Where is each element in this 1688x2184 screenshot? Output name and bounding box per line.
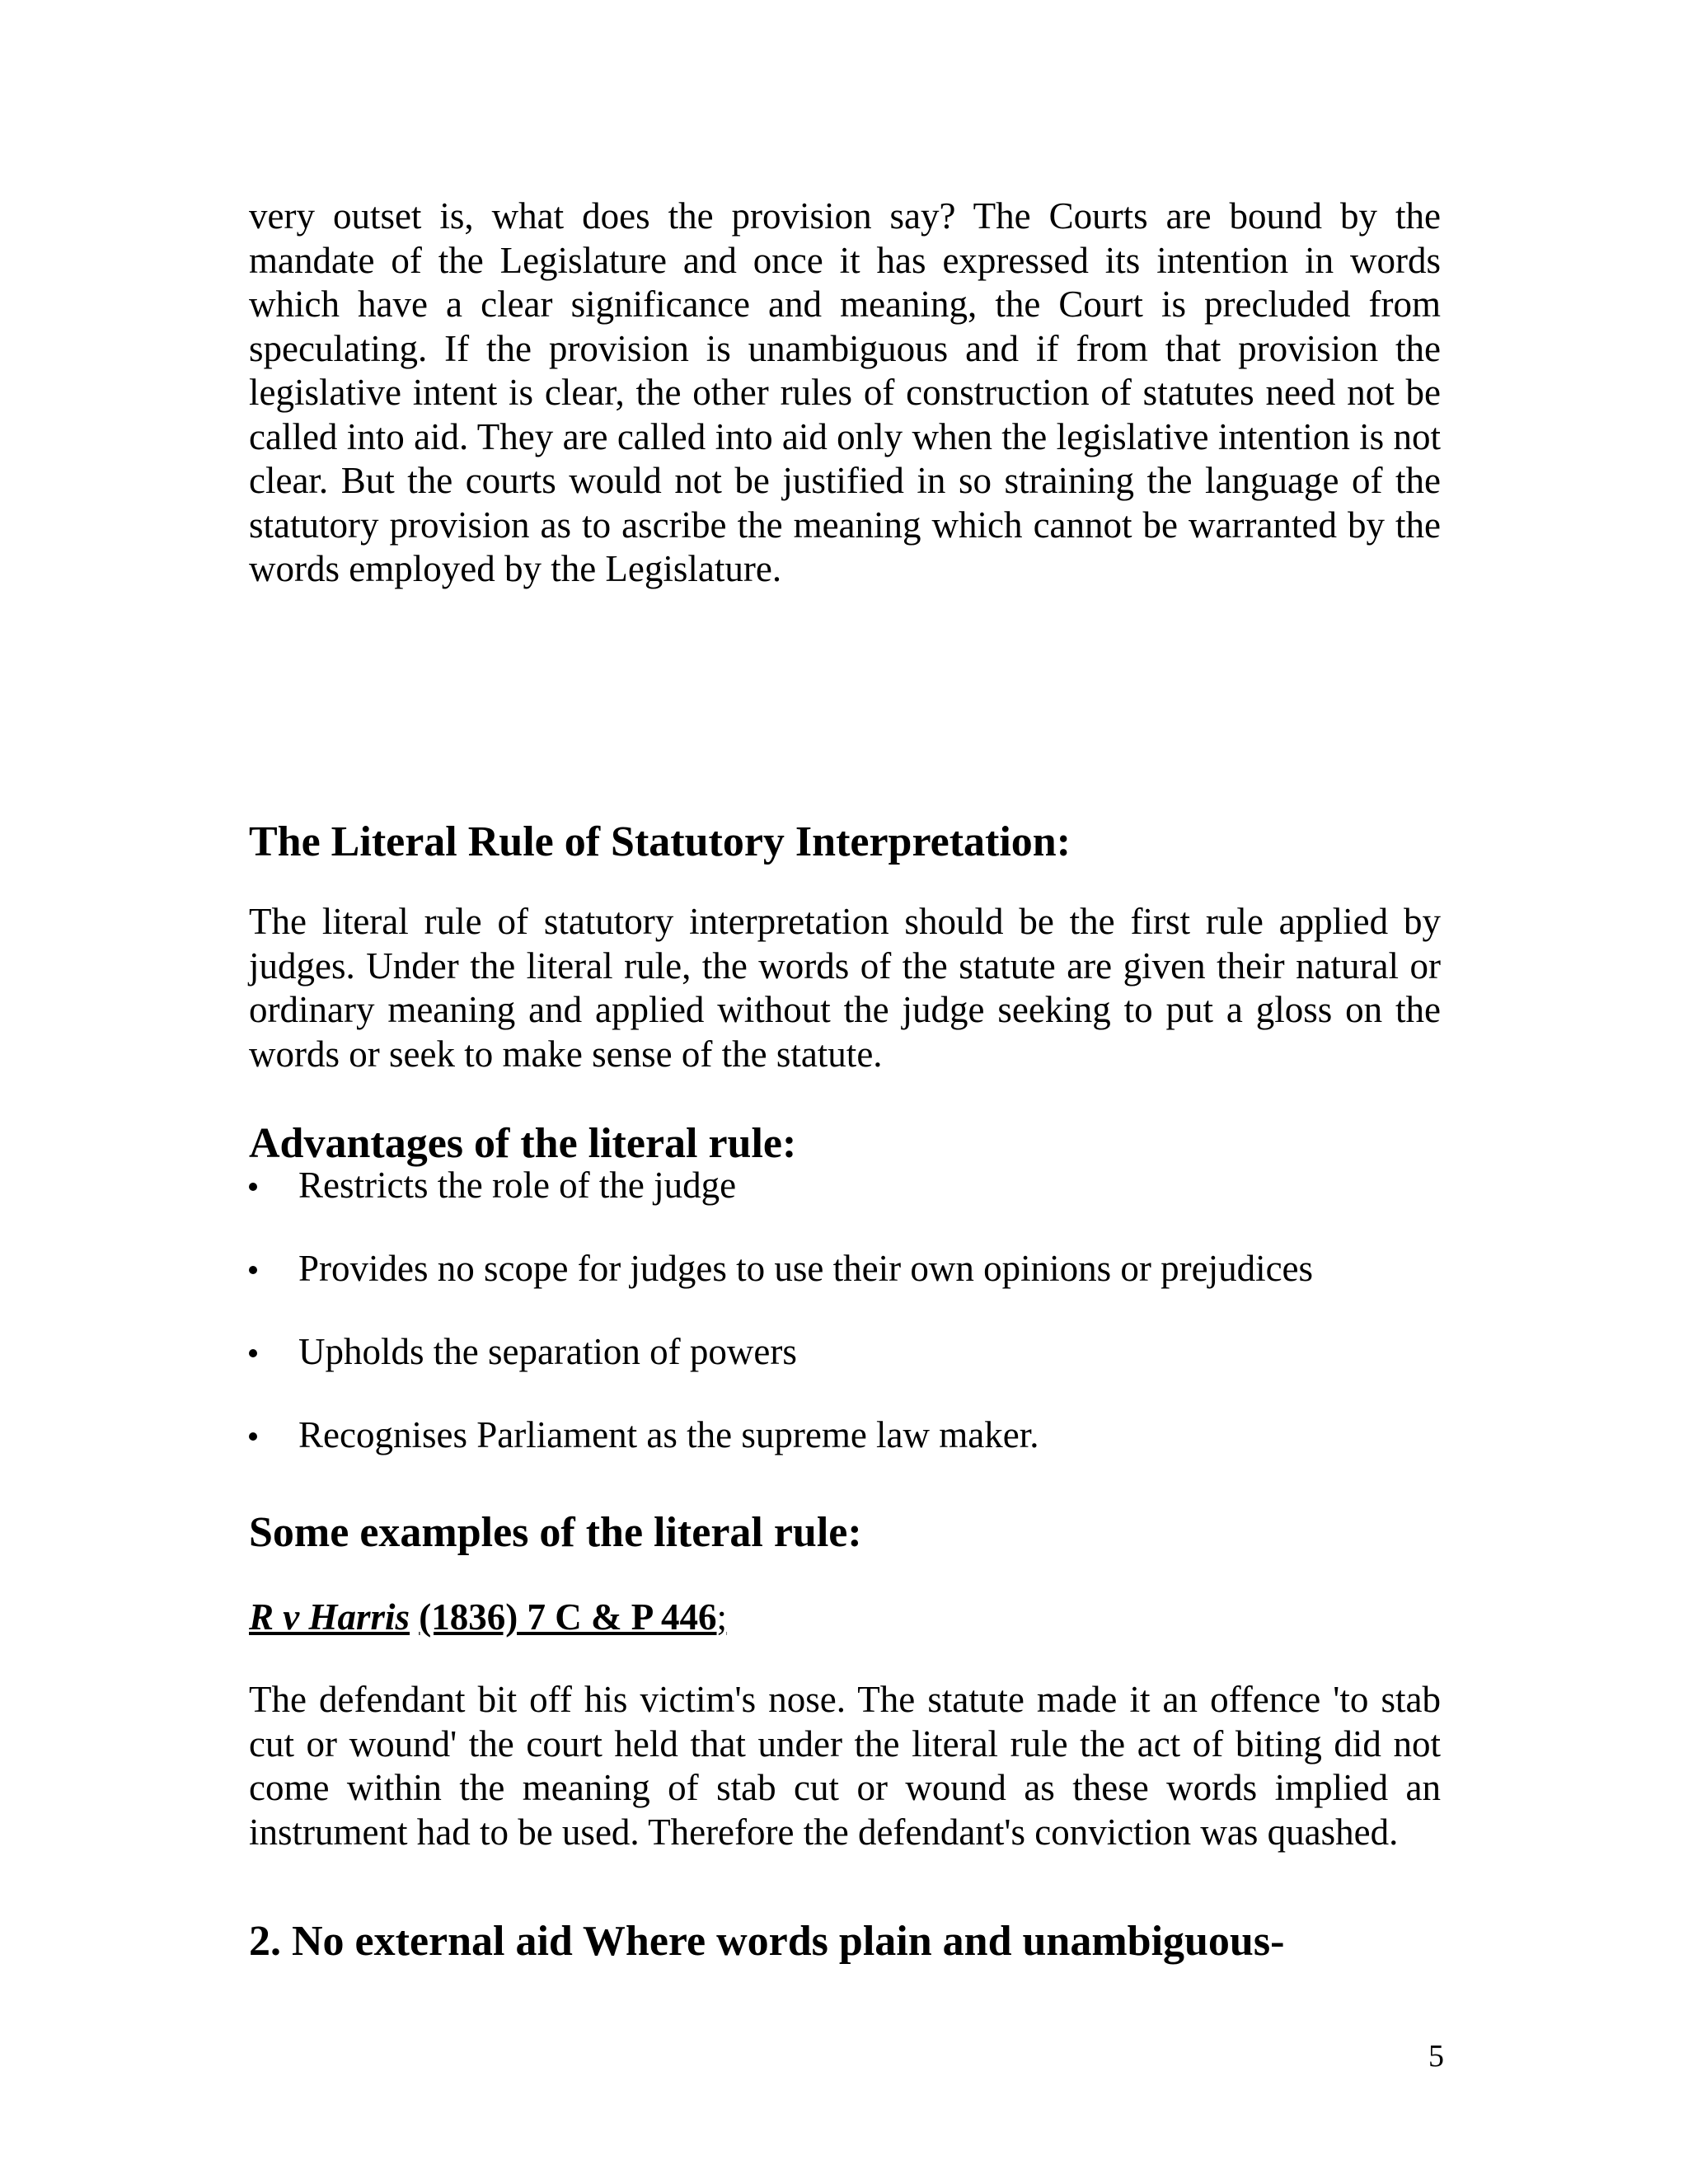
- case-name: R v Harris: [249, 1596, 410, 1638]
- list-item-text: Recognises Parliament as the supreme law maker.: [298, 1414, 1039, 1455]
- advantages-list: [249, 1164, 1441, 1497]
- list-item: [249, 1413, 1441, 1457]
- list-item: [249, 1330, 1441, 1374]
- bullet-icon: [249, 1183, 257, 1191]
- literal-rule-heading: The Literal Rule of Statutory Interpretation:: [249, 818, 1071, 865]
- list-item: [249, 1247, 1441, 1291]
- case-punct: ;: [716, 1596, 728, 1638]
- examples-heading: Some examples of the literal rule:: [249, 1509, 862, 1556]
- page-number: 5: [1428, 2039, 1444, 2074]
- list-item-text: Restricts the role of the judge: [298, 1165, 737, 1206]
- literal-rule-body: The literal rule of statutory interpretation should be the first rule applied by judges. Under the literal rule, the words of the statute are given their natural or ordinary meaning and applied without the judge seeking to put a gloss on the words or seek to make sense of the statute.: [249, 901, 1441, 1075]
- advantages-heading: Advantages of the literal rule:: [249, 1120, 797, 1167]
- list-item: [249, 1164, 1441, 1207]
- case-citation: (1836) 7 C & P 446: [419, 1596, 717, 1638]
- case-reference: [249, 1596, 1441, 1639]
- list-item-text: Provides no scope for judges to use their own opinions or prejudices: [298, 1248, 1314, 1289]
- list-item-text: Upholds the separation of powers: [298, 1331, 797, 1372]
- case-body: The defendant bit off his victim's nose. The statute made it an offence 'to stab cut or wound' the court held that under the literal rule the act of biting did not come within the meaning of stab cut or wound as these words implied an instrument had to be used. Therefore the defendant's conviction was quashed.: [249, 1679, 1441, 1853]
- next-section-heading: 2. No external aid Where words plain and unambiguous-: [249, 1918, 1285, 1965]
- intro-paragraph: very outset is, what does the provision say? The Courts are bound by the mandate of the Legislature and once it has expressed its intention in words which have a clear significance and meaning, the Court is precluded from speculating. If the provision is unambiguous and if from that provision the legislative intent is clear, the other rules of construction of statutes need not be called into aid. They are called into aid only when the legislative intention is not clear. But the courts would not be justified in so straining the language of the statutory provision as to ascribe the meaning which cannot be warranted by the words employed by the Legislature.: [249, 195, 1441, 589]
- bullet-icon: [249, 1266, 257, 1274]
- bullet-icon: [249, 1349, 257, 1357]
- bullet-icon: [249, 1432, 257, 1441]
